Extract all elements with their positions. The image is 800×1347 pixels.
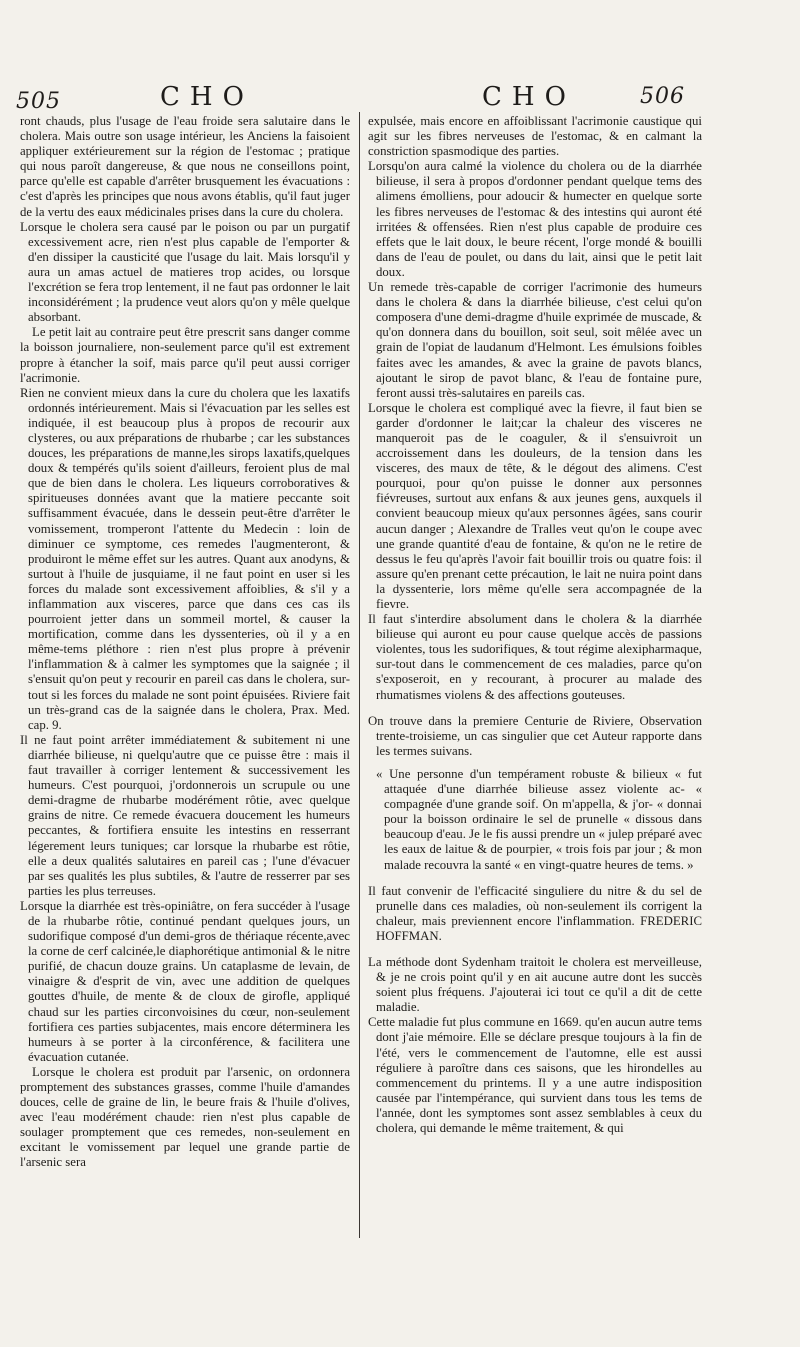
paragraph: Il faut s'interdire absolument dans le cholera & la diarrhée bilieuse qui auront eu pour cause quelque accès de passions violentes, tous les sudorifiques, & tout régime alexipharmaque, sur-tout dans le commencement de ces maladies, parce qu'on s'exposeroit, en y recourant, à procurer au malade des rhumatismes violens & des affections gouteuses. (368, 612, 702, 702)
paragraph: Il ne faut point arrêter immédiatement & subitement ni une diarrhée bilieuse, ni quelqu'autre que ce puisse être : mais il faut travailler à corriger lentement & successivement les humeurs. C'est pourquoi, j'ordonnerois un scrupule ou une demi-dragme de rhubarbe modérément rôtie, avec quelque grains de nitre. Ce remede évacuera doucement les humeurs peccantes, & fortifiera ensuite les intestins en resserrant légerement leurs tuniques; car lorsque la rhubarbe est rôtie, elle a deux qualités salutaires en pareil cas ; l'une d'évacuer par ses qualités les plus subtiles, & l'autre de resserrer par ses parties les plus terreuses. (20, 732, 350, 898)
paragraph: expulsée, mais encore en affoiblissant l'acrimonie caustique qui agit sur les fibres nerveuses de l'estomac, & en calmant la constriction spasmodique des parties. (368, 114, 702, 159)
paragraph: On trouve dans la premiere Centurie de Riviere, Observation trente-troisieme, un cas singulier que cet Auteur rapporte dans les termes suivans. (368, 713, 702, 758)
paragraph: ront chauds, plus l'usage de l'eau froide sera salutaire dans le cholera. Mais outre son usage intérieur, les Anciens la faisoient appliquer extérieurement sur la région de l'estomac ; pratique qui nous paroît dangereuse, & que nous ne conseillons point, parce qu'elle est capable d'arrêter brusquement les évacuations : c'est d'après les principes que nous avons établis, qu'il faut juger de la vertu des eaux médicinales prises dans la cure du cholera. (20, 114, 350, 219)
paragraph: Rien ne convient mieux dans la cure du cholera que les laxatifs ordonnés intérieurement. Mais si l'évacuation par les selles est indiquée, il est beaucoup plus à propos de recourir aux clysteres, ou aux préparations de rhubarbe ; car les substances douces, les préparations de manne,les sirops laxatifs,quelques doux & tempérés qu'ils soient d'ailleurs, feroient plus de mal que de bien dans le cholera. Les liqueurs corroboratives & spiritueuses données avant que la matiere peccante soit suffisamment évacuée, dans le dessein peut-être d'arrêter le vomissement, tromperont l'attente du Medecin : loin de diminuer ce symptome, ces remedes l'augmenteront, & produiront le même effet sur les autres. Quant aux anodyns, & surtout à l'huile de jusquiame, il ne faut point en user si les forces du malade sont excessivement affoiblies, & s'il y a inflammation aux visceres, parce que dans ces cas ils pourroient jetter dans un sommeil mortel, & causer la mortification, comme dans les dyssenteries, où il y a en même-tems pléthore : rien n'est plus propre à prévenir l'inflammation & à calmer les symptomes que la saignée ; il s'ensuit qu'on peut y recourir en pareil cas dans le cholera, sur-tout si les forces du malade ne sont point épuisées. Riviere fait un très-grand cas de la saignée dans le cholera, Prax. Med. cap. 9. (20, 385, 350, 732)
paragraph: La méthode dont Sydenham traitoit le cholera est merveilleuse, & je ne crois point qu'il y en ait aucune autre dont les succès soient plus fréquens. J'ajouterai ici tout ce qu'il a dit de cette maladie. (368, 954, 702, 1015)
running-head-right: CHO (482, 82, 576, 112)
page-number-left: 505 (16, 89, 61, 114)
paragraph: Un remede très-capable de corriger l'acrimonie des humeurs dans le cholera & dans la diarrhée bilieuse, c'est celui qu'on composera d'une demi-dragme d'huile exprimée de muscade, & qu'on donnera dans du bouillon, soit seul, soit mêlée avec un grain de l'opiat de laudanum d'Helmont. Les émulsions foibles faites avec les amandes, & avec la graine de pavots blancs, ajoutant le sirop de pavot blanc, & l'eau de fontaine pure, feront aussi très-salutaires en pareils cas. (368, 280, 702, 400)
paragraph: Il faut convenir de l'efficacité singuliere du nitre & du sel de prunelle dans ces maladies, où non-seulement ils corrigent la chaleur, mais previennent encore l'inflammation. FREDERIC HOFFMAN. (368, 883, 702, 943)
page-number-right: 506 (640, 84, 685, 109)
paragraph: Lorsqu'on aura calmé la violence du cholera ou de la diarrhée bilieuse, il sera à propos d'ordonner pendant quelque tems des alimens émolliens, pour adoucir & humecter en quelque sorte les fibres nerveuses de l'estomac & des intestins qui auront été irritées & offensées. Rien n'est plus capable de produire ces effets que le lait doux, le beure récent, l'orge mondé & bouilli dans de l'eau de poulet, ou dans du lait, ainsi que le petit lait doux. (368, 159, 702, 279)
paragraph: Lorsque le cholera est compliqué avec la fievre, il faut bien se garder d'ordonner le lait;car la chaleur des visceres ne manqueroit pas de le coaguler, & il s'ensuivroit un accroissement dans les douleurs, de la tension dans les visceres, des maux de tête, & le dégout des alimens. C'est pourquoi, pour qu'on puisse le donner aux personnes fiévreuses, surtout aux enfans & aux jeunes gens, auxquels il convient beaucoup mieux qu'aux personnes âgées, sans courir aucun danger ; Alexandre de Tralles veut qu'on le coupe avec une grande quantité d'eau de fontaine, & qu'on ne le retire de dessus le feu qu'après l'avoir fait bouillir trois ou quatre fois: il assure qu'en prenant cette précaution, le lait ne nuira point dans la dyssenterie, lors même qu'elle sera accompagnée de la fievre. (368, 400, 702, 611)
left-column (20, 114, 350, 1171)
running-head-left: CHO (160, 82, 254, 112)
paragraph: Lorsque la diarrhée est très-opiniâtre, on fera succéder à l'usage de la rhubarbe rôtie, continué pendant quelques jours, un sudorifique composé d'un demi-gros de thériaque récente,avec la corne de cerf calcinée,le diaphorétique antimonial & le nitre purifié, de chacun douze grains. Un cataplasme de levain, de vinaigre & d'esprit de vin, avec une addition de quelques gouttes d'huile, de mente & de cloux de girofle, appliqué chaud sur les parties circonvoisines du cœur, non-seulement fortifiera ces parties subjacentes, mais encore déterminera les humeurs à se porter à la circonférence, & facilitera une évacuation cutanée. (20, 898, 350, 1064)
right-column (368, 114, 702, 1136)
quotation: « Une personne d'un tempérament robuste & bilieux « fut attaquée d'une diarrhée bilieuse assez violente ac- « compagnée d'une grande soif. On m'appella, & j'or- « donnai pour la boisson ordinaire le sel de prunelle « dissous dans beaucoup d'eau. Je le fis aussi prendre un « julep préparé avec les eaux de laitue & de pourpier, « trois fois par jour ; & mon malade recouvra la santé « en vingt-quatre heures de tems. » (376, 766, 702, 872)
paragraph: Le petit lait au contraire peut être prescrit sans danger comme la boisson journaliere, non-seulement parce qu'il est extrement propre à étancher la soif, mais parce qu'il peut aussi corriger l'acrimonie. (20, 325, 350, 385)
paragraph: Lorsque le cholera sera causé par le poison ou par un purgatif excessivement acre, rien n'est plus capable de l'emporter & d'en dissiper la causticité que l'usage du lait. Mais lorsqu'il y aura un amas actuel de matieres trop acides, ou lorsque l'excrétion se fera trop lentement, il ne faut pas ordonner le lait inconsidérément ; la prudence veut alors qu'on y mêle quelque absorbant. (20, 219, 350, 325)
paragraph: Cette maladie fut plus commune en 1669. qu'en aucun autre tems dont j'aie mémoire. Elle se déclare presque toujours à la fin de l'été, vers le commencement de l'automne, elle est aussi réguliere à paroître dans ces saisons, que les hirondelles au commencement du printems. Il y a une autre indisposition causée par l'intempérance, qui survient dans tous les tems de l'année, dont les symptomes sont assez semblables à ceux du cholera, qui demande le même traitement, & qui (368, 1015, 702, 1135)
paragraph: Lorsque le cholera est produit par l'arsenic, on ordonnera promptement des substances grasses, comme l'huile d'amandes douces, celle de graine de lin, le beure frais & l'huile d'olives, avec l'eau modérément chaude: rien n'est plus capable de soulager promptement que ces remedes, non-seulement en excitant le vomissement par lequel une grande partie de l'arsenic sera (20, 1064, 350, 1170)
column-divider (359, 112, 360, 1238)
